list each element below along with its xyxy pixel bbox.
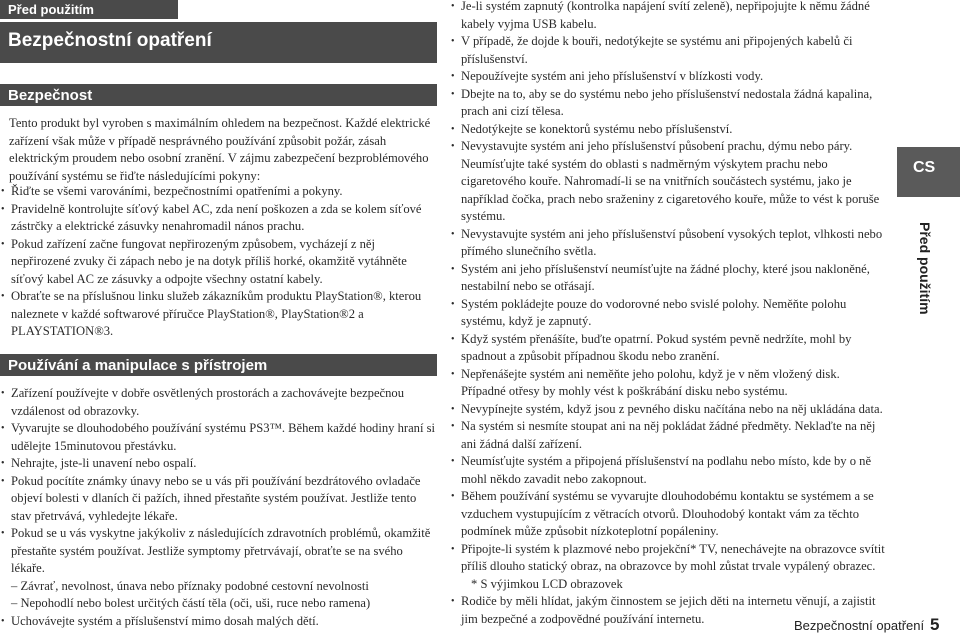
list-item: • Dbejte na to, aby se do systému nebo jeho příslušenství nedostala žádná kapalina, prach ani cizí tělesa. — [451, 86, 887, 121]
sub-list-item: – Nepohodlí nebo bolest určitých částí těla (oči, uši, ruce nebo ramena) — [11, 596, 371, 610]
section-label: Před použitím — [0, 0, 178, 19]
list-item: • Systém ani jeho příslušenství neumísťujte na žádné plochy, které jsou nakloněné, nestabilní nebo se otřásají. — [451, 261, 887, 296]
safety-heading: Bezpečnost — [0, 84, 437, 106]
language-tab: CS — [897, 147, 960, 197]
list-item: • Pokud se u vás vyskytne jakýkoliv z následujících zdravotních problémů, okamžitě přestaňte systém používat. Jestliže symptomy přetrvávají, obraťte se na svého lékaře. — [1, 525, 437, 578]
page-title: Bezpečnostní opatření — [0, 22, 437, 63]
list-item: • Nepřenášejte systém ani neměňte jeho polohu, když je v něm vložený disk. Případné otřesy by mohly vést k poškrábání disku nebo systému. — [451, 366, 887, 401]
list-item: • Nevystavujte systém ani jeho příslušenství působení prachu, dýmu nebo páry. Neumísťujte také systém do oblasti s nadměrným výskytem prachu nebo cigaretového kouře. Nahromadí-li se na vnitřních součástech systému, jako je například čočka, prach nebo sraženiny z cigaretového kouře, může to vést k poruše systému. — [451, 138, 887, 226]
safety-intro: Tento produkt byl vyroben s maximálním ohledem na bezpečnost. Každé elektrické zařízení však může v případě nesprávného používání způsobit požár, zásah elektrickým proudem nebo osobní zranění. V zájmu zabezpečení bezproblémového používání systému se řiďte následujícími pokyny: — [9, 116, 431, 183]
list-item: • Zařízení používejte v dobře osvětlených prostorách a zachovávejte bezpečnou vzdálenost od obrazovky. — [1, 385, 437, 420]
list-item: • Když systém přenášíte, buďte opatrní. Pokud systém pevně nedržíte, mohl by spadnout a způsobit případnou škodu nebo zranění. — [451, 331, 887, 366]
list-item: • Neumísťujte systém a připojená příslušenství na podlahu nebo místo, kde by o ně mohl někdo zavadit nebo zakopnout. — [451, 453, 887, 488]
handling-heading: Používání a manipulace s přístrojem — [0, 354, 437, 376]
list-item: • Uchovávejte systém a příslušenství mimo dosah malých dětí. — [1, 613, 437, 631]
list-item: • Nevypínejte systém, když jsou z pevného disku načítána nebo na něj ukládána data. — [451, 401, 887, 419]
list-item: • Obraťte se na příslušnou linku služeb zákazníkům produktu PlayStation®, kterou naleznete v každé softwarové příručce PlayStation®, PlayStation®2 a PLAYSTATION®3. — [1, 288, 437, 341]
safety-list — [1, 183, 437, 341]
footnote: * S výjimkou LCD obrazovek — [471, 576, 623, 591]
list-item: • Připojte-li systém k plazmové nebo projekční* TV, nenechávejte na obrazovce svítit příliš dlouho statický obraz, na obrazovce by mohl zůstat trvale vypálený obrazec. — [451, 541, 887, 576]
precautions-list — [451, 0, 887, 628]
list-item: • Rodiče by měli hlídat, jakým činnostem se jejich děti na internetu věnují, a zajistit jim bezpečné a zodpovědné používání internetu. — [451, 593, 887, 628]
vertical-section-title: Před použitím — [917, 222, 933, 315]
list-item: • Nevystavujte systém ani jeho příslušenství působení vysokých teplot, vlhkosti nebo přímého slunečního světla. — [451, 226, 887, 261]
list-item: • Vyvarujte se dlouhodobého používání systému PS3™. Během každé hodiny hraní si udělejte 15minutovou přestávku. — [1, 420, 437, 455]
list-item: • V případě, že dojde k bouři, nedotýkejte se systému ani připojených kabelů či příslušenství. — [451, 33, 887, 68]
list-item: • Řiďte se všemi varováními, bezpečnostními opatřeními a pokyny. — [1, 183, 437, 201]
list-item: • Během používání systému se vyvarujte dlouhodobému kontaktu se systémem a se vzduchem vystupujícím z větracích otvorů. Dlouhodobý kontakt vám za těchto podmínek může způsobit nízkoteplotní popáleniny. — [451, 488, 887, 541]
list-item: • Je-li systém zapnutý (kontrolka napájení svítí zeleně), nepřipojujte k němu žádné kabely vyjma USB kabelu. — [451, 0, 887, 33]
list-item: • Systém pokládejte pouze do vodorovné nebo svislé polohy. Neměňte polohu systému, když je zapnutý. — [451, 296, 887, 331]
list-item: • Pokud zařízení začne fungovat nepřirozeným způsobem, vycházejí z něj nepřirozené zvuky či zápach nebo je na dotyk příliš horké, okamžitě vytáhněte síťový kabel AC ze zásuvky a odpojte všechny ostatní kabely. — [1, 236, 437, 289]
sub-list-item: – Závrať, nevolnost, únava nebo příznaky podobné cestovní nevolnosti — [11, 578, 369, 593]
list-item: • Na systém si nesmíte stoupat ani na něj pokládat žádné předměty. Neklaďte na něj ani žádná další zařízení. — [451, 418, 887, 453]
list-item: • Nedotýkejte se konektorů systému nebo příslušenství. — [451, 121, 887, 139]
list-item: • Nepoužívejte systém ani jeho příslušenství v blízkosti vody. — [451, 68, 887, 86]
list-item: • Pravidelně kontrolujte síťový kabel AC, zda není poškozen a zda se kolem síťové zástrčky a elektrické zásuvky nenahromadil nános prachu. — [1, 201, 437, 236]
list-item: • Pokud pocítíte známky únavy nebo se u vás při používání bezdrátového ovladače objeví bolesti v dlaních či pažích, ihned přestaňte systém používat. Jestliže tento stav přetrvává, vyhledejte lékaře. — [1, 473, 437, 526]
footer-section-title: Bezpečnostní opatření — [794, 618, 925, 633]
list-item: • Nehrajte, jste-li unavení nebo ospalí. — [1, 455, 437, 473]
handling-list — [1, 385, 437, 630]
page-number: 5 — [930, 615, 940, 634]
